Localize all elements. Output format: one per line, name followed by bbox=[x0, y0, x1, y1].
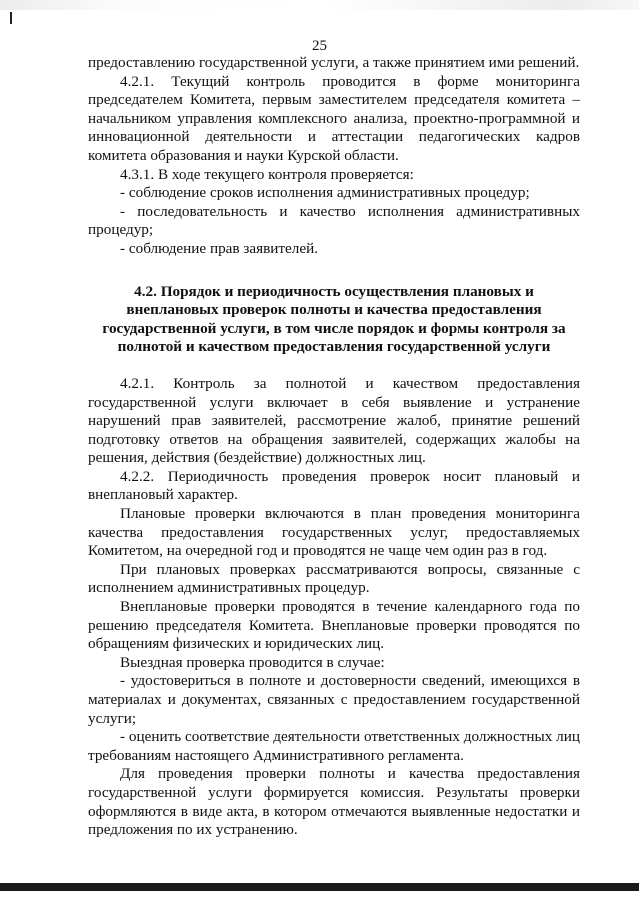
paragraph-unplanned-checks: Внеплановые проверки проводятся в течение календарного года по решению председателя Комитета. Внеплановые проверки проводятся по обращениям физических и юридических лиц. bbox=[88, 598, 580, 653]
paragraph-planned-checks: Плановые проверки включаются в план проведения мониторинга качества предоставления государственных услуг, предоставляемых Комитетом, на очередной год и проводятся не чаще чем один раз в год. bbox=[88, 505, 580, 560]
paragraph-4-2-2-periodicity: 4.2.2. Периодичность проведения проверок носит плановый и внеплановый характер. bbox=[88, 467, 580, 504]
paragraph-4-2-1-control-scope: 4.2.1. Контроль за полнотой и качеством предоставления государственной услуги включает в себя выявление и устранение нарушений прав заявителей, рассмотрение жалоб, принятие решений подготовку ответов на обращения заявителей, содержащих жалобы на решения, действия (бездействие) должностных лиц. bbox=[88, 374, 580, 467]
list-item-assess-compliance: - оценить соответствие деятельности ответственных должностных лиц требованиям настоящего Административного регламента. bbox=[88, 728, 580, 764]
list-item-applicant-rights: - соблюдение прав заявителей. bbox=[120, 239, 319, 257]
paragraph-4-2-1-current-control: 4.2.1. Текущий контроль проводится в форме мониторинга председателем Комитета, первым заместителем председателя комитета – начальником управления комплексного анализа, проектно-программной и инновационной деятельности и аттестации педагогических кадров комитета образования и науки Курской области. bbox=[88, 72, 580, 164]
list-item-deadlines: - соблюдение сроков исполнения административных процедур; bbox=[120, 184, 530, 202]
paragraph-commission: Для проведения проверки полноты и качества предоставления государственной услуги формируется комиссия. Результаты проверки оформляются в виде акта, в котором отмечаются выявленные недостатки и предложения по их устранению. bbox=[88, 765, 580, 839]
document-body bbox=[88, 54, 580, 840]
scan-edge-noise bbox=[0, 0, 639, 10]
paragraph-field-check: Выездная проверка проводится в случае: bbox=[120, 653, 385, 671]
paragraph-planned-topics: При плановых проверках рассматриваются вопросы, связанные с исполнением административных процедур. bbox=[88, 560, 580, 597]
page-number: 25 bbox=[312, 38, 327, 54]
list-item-verify-completeness: - удостовериться в полноте и достоверности сведений, имеющихся в материалах и документах, связанных с предоставлением государственной услуги; bbox=[88, 672, 580, 727]
paragraph-continuation: предоставлению государственной услуги, а также принятием ими решений. bbox=[88, 54, 580, 71]
section-heading-4-2: 4.2. Порядок и периодичность осуществления плановых и внеплановых проверок полноты и качества предоставления государственной услуги, в том числе порядок и формы контроля за полнотой и качеством предоставления государственной услуги bbox=[102, 282, 566, 356]
scan-bottom-edge bbox=[0, 883, 639, 891]
scan-margin-mark bbox=[10, 12, 12, 24]
list-item-sequence-quality: - последовательность и качество исполнения административных процедур; bbox=[88, 202, 580, 239]
paragraph-4-3-1-checks: 4.3.1. В ходе текущего контроля проверяется: bbox=[120, 165, 414, 183]
